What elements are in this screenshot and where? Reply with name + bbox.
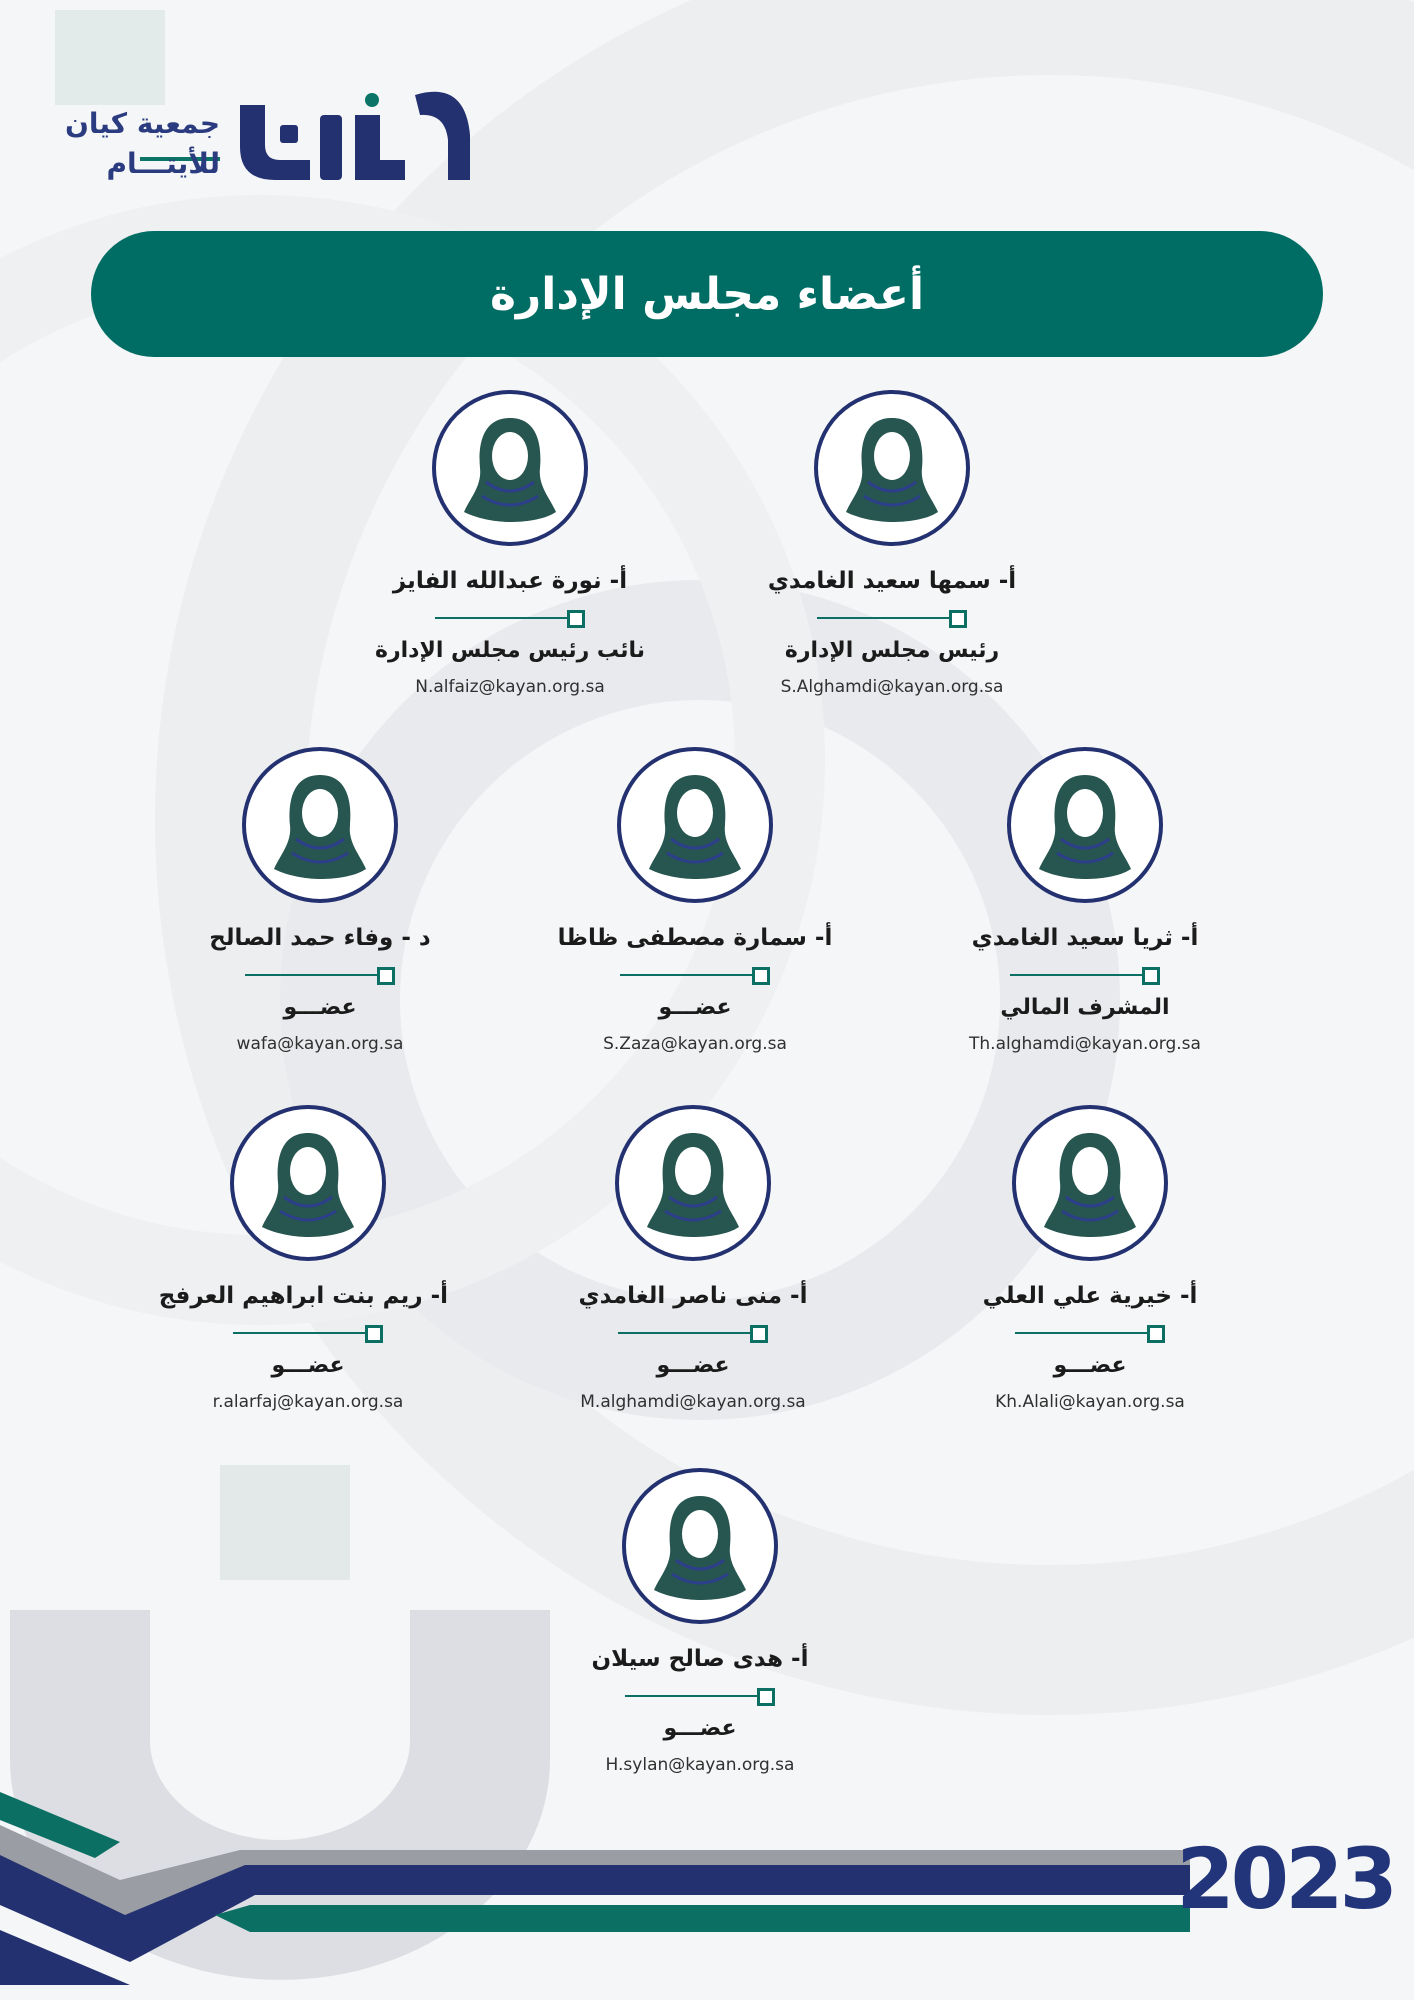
member-role: عضـــو: [658, 995, 732, 1020]
avatar-frame: [622, 1468, 778, 1624]
avatar-frame: [617, 747, 773, 903]
year-label: 2023: [1176, 1830, 1394, 1928]
member-role: عضـــو: [656, 1353, 730, 1378]
member-name: أ- سمها سعيد الغامدي: [767, 568, 1017, 594]
hijab-avatar-icon: [1040, 1131, 1140, 1239]
member-card: [555, 747, 835, 1054]
member-name: أ- منى ناصر الغامدي: [578, 1283, 808, 1309]
member-email[interactable]: wafa@kayan.org.sa: [236, 1034, 404, 1054]
avatar-frame: [242, 747, 398, 903]
member-card: [945, 747, 1225, 1054]
logo-text-line2: للأيتـــام: [106, 147, 220, 180]
page-title: أعضاء مجلس الإدارة: [489, 268, 925, 320]
hijab-avatar-icon: [270, 773, 370, 881]
hijab-avatar-icon: [643, 1131, 743, 1239]
logo-text-line1: جمعية كيان: [64, 107, 220, 140]
hijab-avatar-icon: [842, 416, 942, 524]
member-card: [180, 747, 460, 1054]
member-name: أ- خيرية علي العلي: [982, 1283, 1198, 1309]
divider: [817, 608, 967, 628]
member-name: د - وفاء حمد الصالح: [209, 925, 431, 951]
hijab-avatar-icon: [258, 1131, 358, 1239]
member-email[interactable]: Kh.Alali@kayan.org.sa: [995, 1392, 1185, 1412]
avatar-frame: [814, 390, 970, 546]
member-card: [950, 1105, 1230, 1412]
member-name: أ- ثريا سعيد الغامدي: [971, 925, 1199, 951]
member-card: [752, 390, 1032, 697]
member-name: أ- سمارة مصطفى ظاظا: [557, 925, 833, 951]
member-card: [370, 390, 650, 697]
divider: [1010, 965, 1160, 985]
member-role: عضـــو: [271, 1353, 345, 1378]
member-email[interactable]: S.Alghamdi@kayan.org.sa: [780, 677, 1004, 697]
member-email[interactable]: Th.alghamdi@kayan.org.sa: [969, 1034, 1201, 1054]
logo: [60, 85, 420, 195]
member-email[interactable]: M.alghamdi@kayan.org.sa: [580, 1392, 806, 1412]
avatar-frame: [1007, 747, 1163, 903]
member-role: عضـــو: [663, 1716, 737, 1741]
divider: [625, 1686, 775, 1706]
avatar-frame: [1012, 1105, 1168, 1261]
avatar-frame: [432, 390, 588, 546]
member-email[interactable]: S.Zaza@kayan.org.sa: [603, 1034, 787, 1054]
member-role: نائب رئيس مجلس الإدارة: [374, 638, 645, 663]
member-role: رئيس مجلس الإدارة: [784, 638, 1000, 663]
member-role: عضـــو: [283, 995, 357, 1020]
divider: [1015, 1323, 1165, 1343]
member-card: [158, 1105, 448, 1412]
divider: [435, 608, 585, 628]
member-email[interactable]: N.alfaiz@kayan.org.sa: [415, 677, 605, 697]
avatar-frame: [615, 1105, 771, 1261]
hijab-avatar-icon: [650, 1494, 750, 1602]
member-card: [560, 1468, 840, 1775]
divider: [233, 1323, 383, 1343]
member-email[interactable]: r.alarfaj@kayan.org.sa: [212, 1392, 404, 1412]
member-role: عضـــو: [1053, 1353, 1127, 1378]
divider: [620, 965, 770, 985]
member-name: أ- هدى صالح سيلان: [591, 1646, 809, 1672]
member-card: [553, 1105, 833, 1412]
hijab-avatar-icon: [460, 416, 560, 524]
member-name: أ- نورة عبدالله الفايز: [392, 568, 628, 594]
title-banner: [91, 231, 1323, 357]
divider: [618, 1323, 768, 1343]
hijab-avatar-icon: [645, 773, 745, 881]
divider: [245, 965, 395, 985]
member-email[interactable]: H.sylan@kayan.org.sa: [605, 1755, 795, 1775]
hijab-avatar-icon: [1035, 773, 1135, 881]
avatar-frame: [230, 1105, 386, 1261]
member-role: المشرف المالي: [1000, 995, 1170, 1020]
member-name: أ- ريم بنت ابراهيم العرفج: [158, 1283, 448, 1309]
logo-mark-icon: [220, 85, 480, 185]
